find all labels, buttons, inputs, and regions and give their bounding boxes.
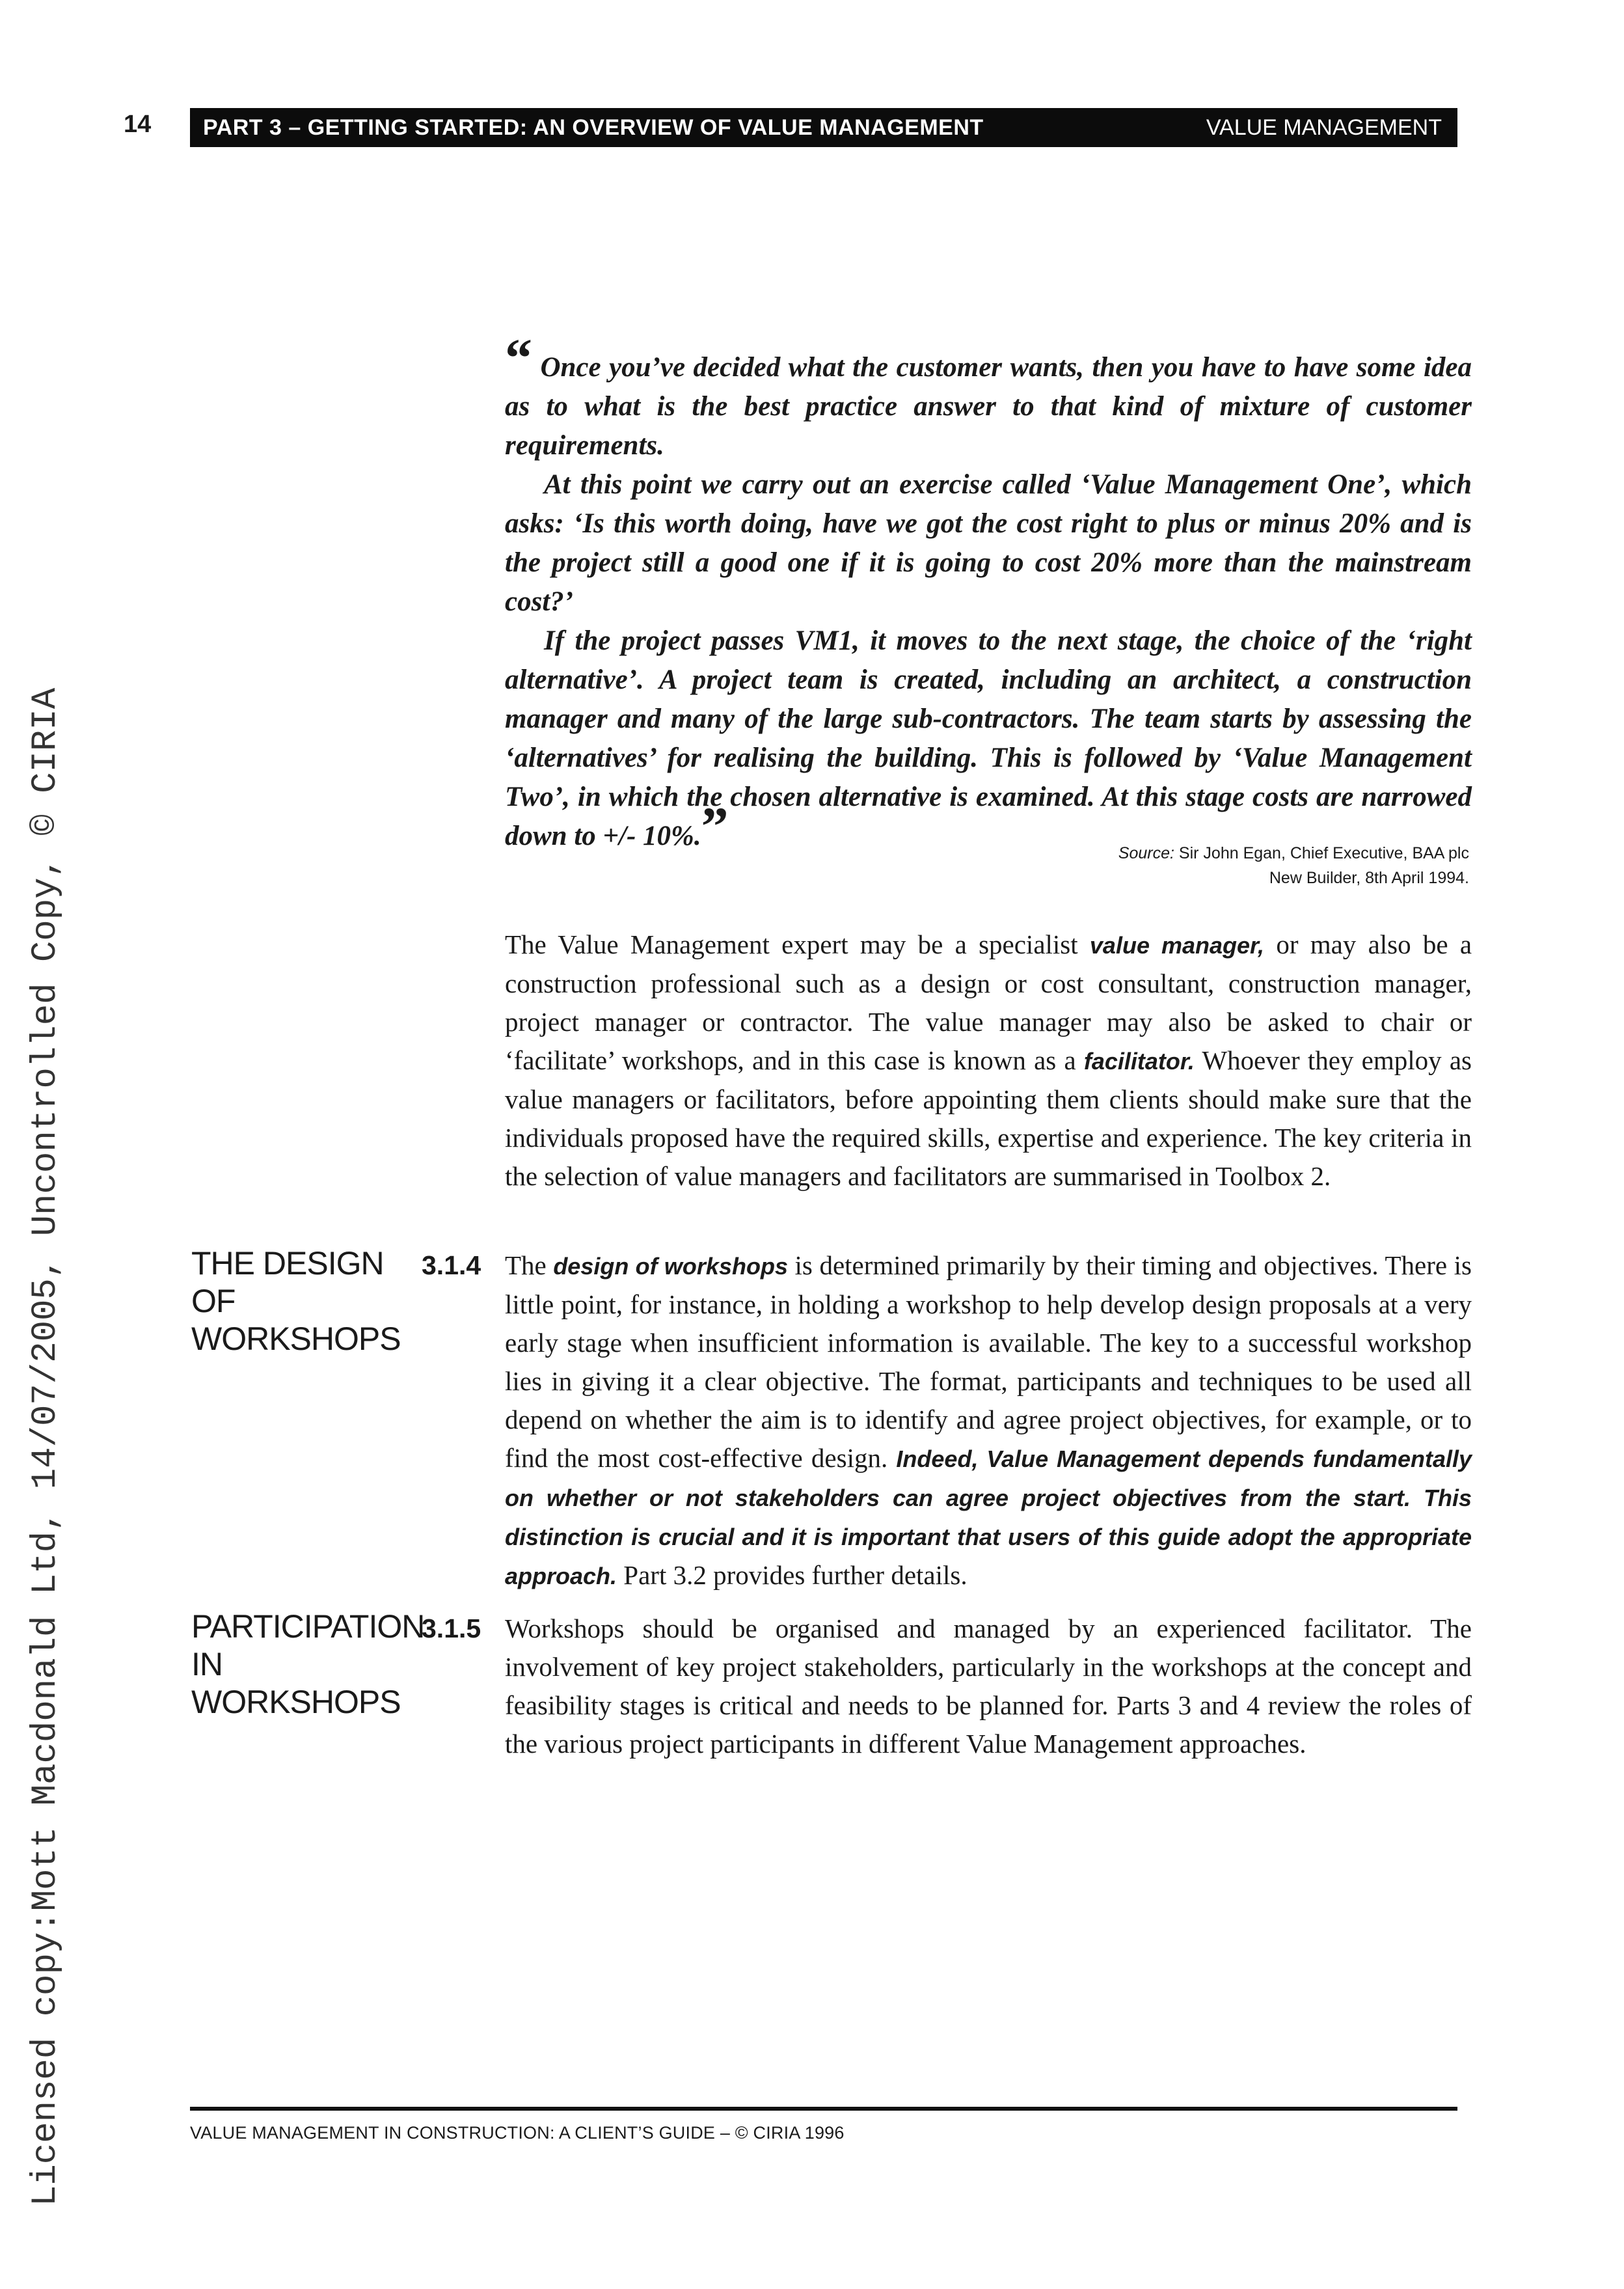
sidehead-line: THE DESIGN OF — [191, 1245, 384, 1319]
intro-text-3: Whoever they employ as value managers or facilitators, before appointing them clients should make sure that the individuals proposed have the required skills, expertise and experience. The key criteria in the selection of value managers and facilitators are summarised in Toolbox 2. — [505, 1045, 1472, 1191]
section-number-3-1-4: 3.1.4 — [422, 1250, 481, 1280]
sidehead-line: IN WORKSHOPS — [191, 1646, 401, 1720]
sidehead-participation-in-workshops — [191, 1608, 425, 1721]
section-text-design — [505, 1246, 1472, 1595]
intro-paragraph — [505, 925, 1472, 1196]
source-author: Sir John Egan, Chief Executive, BAA plc — [1178, 844, 1469, 862]
section-text-participation: Workshops should be organised and managed by an experienced facilitator. The involvement of key project stakeholders, particularly in the workshops at the concept and feasibility stages is critical and needs to be planned for. Parts 3 and 4 review the roles of the various project participants in different Value Management approaches. — [505, 1613, 1472, 1759]
page-number: 14 — [124, 111, 152, 138]
design-text: is determined primarily by their timing and objectives. There is little point, for instance, in holding a workshop to help develop design proposals at a very early stage when insufficient information is available. The key to a successful workshop lies in giving it a clear objective. The format, participants and techniques to be used all depend on whether the aim is to identify and agree project objectives, for example, or to find the most cost-effective design. — [505, 1250, 1472, 1473]
design-emphasis: Indeed, Value Management depends fundamentally on whether or not stakeholders can agree project objectives from the start. This distinction is crucial and it is important that users of this guide adopt the appropriate approach. — [505, 1446, 1472, 1589]
quote-text-1: Once you’ve decided what the customer wants, then you have to have some idea as to what is the best practice answer to that kind of mixture of customer requirements. — [505, 352, 1472, 461]
quote-paragraph-3 — [505, 622, 1472, 856]
design-lead: The — [505, 1250, 554, 1280]
design-tail: Part 3.2 provides further details. — [617, 1560, 968, 1590]
sidehead-line: WORKSHOPS — [191, 1321, 401, 1357]
source-label: Source: — [1118, 844, 1174, 862]
term-facilitator: facilitator. — [1083, 1048, 1195, 1075]
quote-paragraph-2 — [505, 465, 1472, 622]
quote-paragraph-1 — [505, 328, 1472, 465]
quote-source — [1118, 841, 1469, 890]
sidehead-design-of-workshops — [191, 1244, 406, 1358]
close-quote-mark: ” — [701, 797, 729, 857]
intro-text-2: or may also be a construction professional such as a design or cost consultant, construction manager, project manager or contractor. The value manager may also be asked to chair or ‘facilitate’ workshops, and in this case is known as a — [505, 929, 1472, 1075]
quote-text-2: At this point we carry out an exercise called ‘Value Management One’, which asks: ‘Is this worth doing, have we got the cost right to plus or minus 20% and is the project still a good one if it is going to cost 20% more than the mainstream cost?’ — [505, 469, 1472, 617]
running-title: VALUE MANAGEMENT — [1206, 115, 1442, 140]
section-title: PART 3 – GETTING STARTED: AN OVERVIEW OF VALUE MANAGEMENT — [203, 115, 984, 140]
footer-rule — [190, 2107, 1457, 2111]
intro-text-1: The Value Management expert may be a specialist — [505, 929, 1090, 959]
open-quote-mark: “ — [505, 328, 532, 389]
source-line-1 — [1118, 841, 1469, 866]
term-value-manager: value manager, — [1089, 932, 1265, 959]
footer-text: VALUE MANAGEMENT IN CONSTRUCTION: A CLIENT’S GUIDE – © CIRIA 1996 — [190, 2123, 845, 2143]
license-watermark: Licensed copy:Mott Macdonald Ltd, 14/07/2005, Uncontrolled Copy, © CIRIA — [26, 687, 66, 2206]
term-design-of-workshops: design of workshops — [553, 1253, 788, 1280]
pull-quote — [505, 328, 1472, 857]
quote-text-3: If the project passes VM1, it moves to the next stage, the choice of the ‘right alternative’. A project team is created, including an architect, a construction manager and many of the large sub-contractors. The team starts by assessing the ‘alternatives’ for realising the building. This is followed by ‘Value Management Two’, in which the chosen alternative is examined. At this stage costs are narrowed down to +/- 10%. — [505, 625, 1472, 851]
running-header-bar — [190, 108, 1457, 147]
source-line-2: New Builder, 8th April 1994. — [1269, 869, 1469, 887]
section-number-3-1-5: 3.1.5 — [422, 1613, 481, 1643]
sidehead-line: PARTICIPATION — [191, 1608, 425, 1645]
